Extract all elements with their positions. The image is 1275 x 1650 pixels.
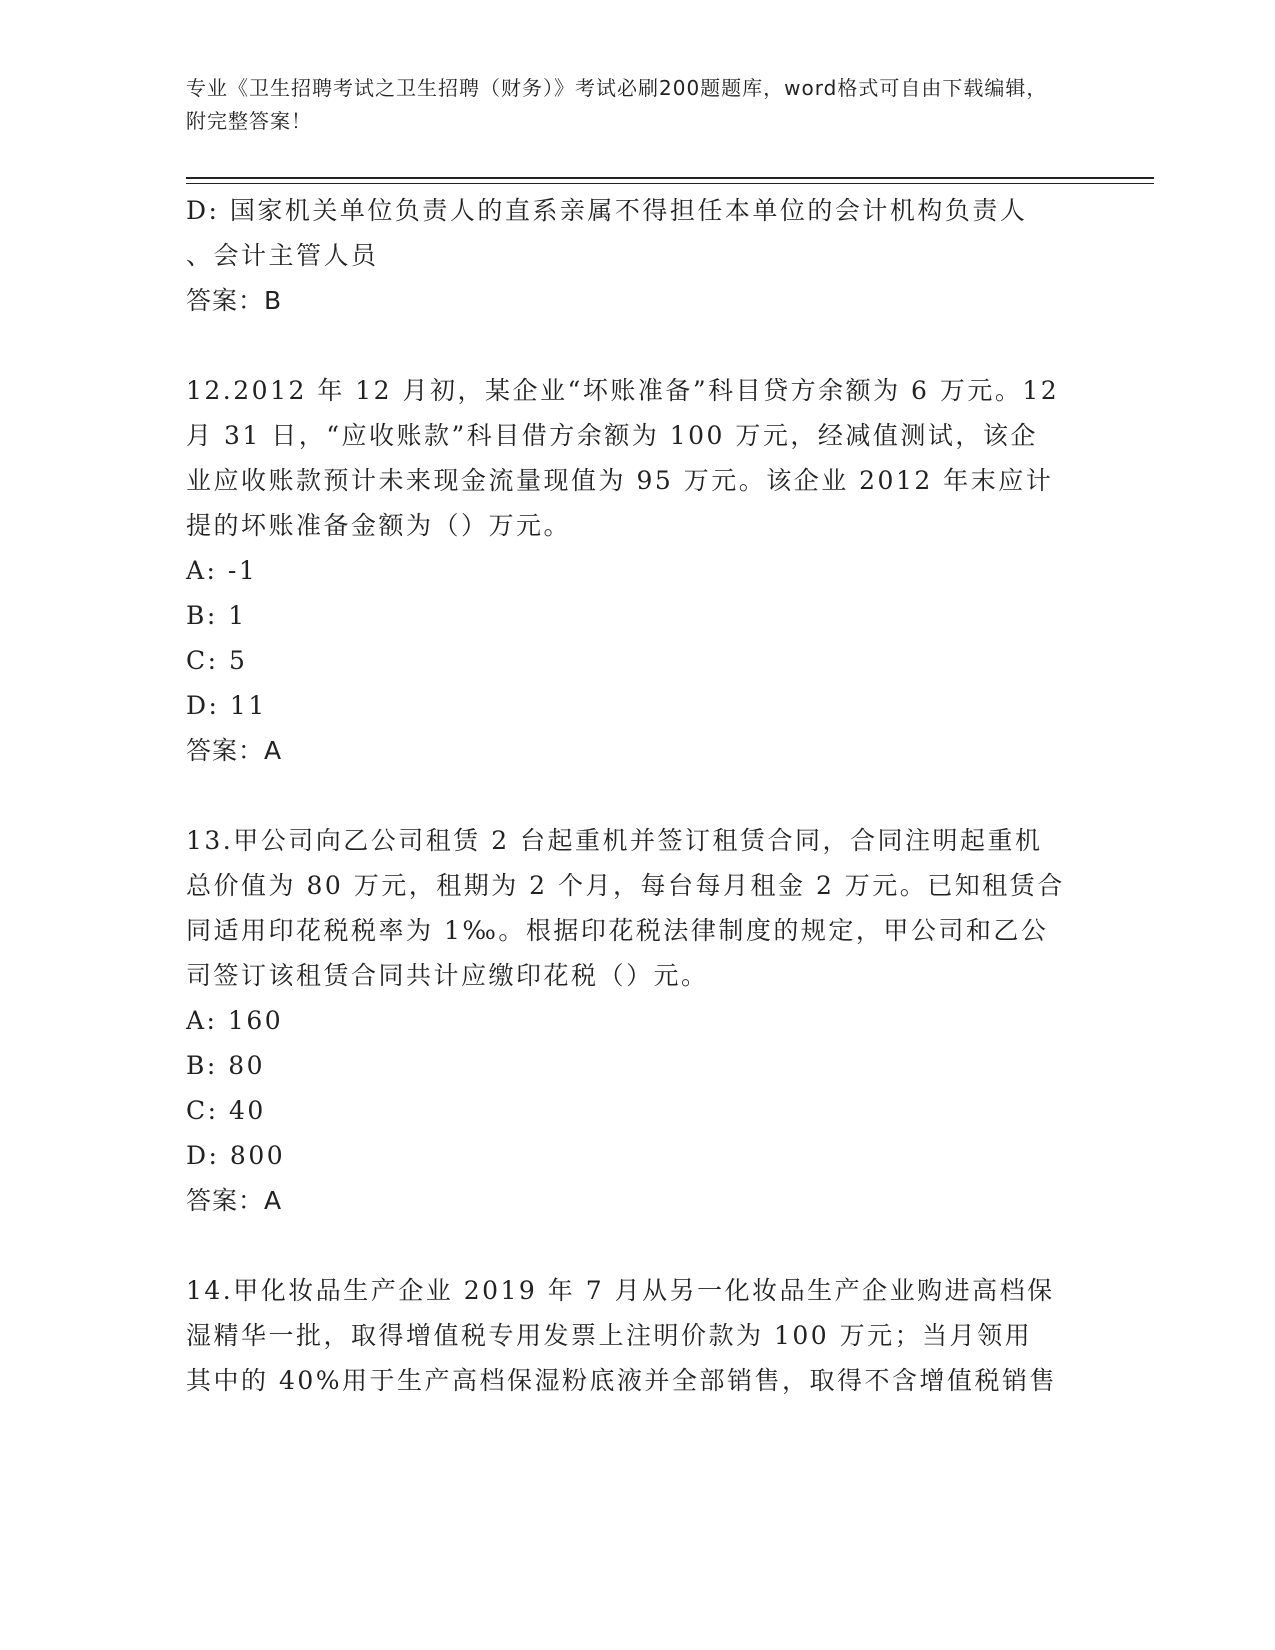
- question-stem-line: 业应收账款预计未来现金流量现值为 95 万元。该企业 2012 年末应计: [186, 466, 1054, 495]
- answer-line: 答案：B: [186, 286, 283, 315]
- question-stem-line: 提的坏账准备金额为（）万元。: [186, 511, 572, 540]
- option-a: A: -1: [186, 556, 258, 585]
- option-d-line: D: 国家机关单位负责人的直系亲属不得担任本单位的会计机构负责人: [186, 196, 1028, 225]
- question-stem-line: 12.2012 年 12 月初，某企业“坏账准备”科目贷方余额为 6 万元。12: [186, 376, 1060, 405]
- question-stem-line: 总价值为 80 万元，租期为 2 个月，每台每月租金 2 万元。已知租赁合: [186, 871, 1065, 900]
- option-c: C: 5: [186, 646, 248, 675]
- page-header: 专业《卫生招聘考试之卫生招聘（财务）》考试必刷200题题库，word格式可自由下载编辑，附完整答案！: [186, 76, 1048, 133]
- question-stem-line: 湿精华一批，取得增值税专用发票上注明价款为 100 万元；当月领用: [186, 1321, 1033, 1350]
- answer-line: 答案：A: [186, 736, 283, 765]
- option-d: D: 11: [186, 691, 267, 720]
- question-stem-line: 司签订该租赁合同共计应缴印花税（）元。: [186, 961, 709, 990]
- question-stem-line: 同适用印花税税率为 1‰。根据印花税法律制度的规定，甲公司和乙公: [186, 916, 1049, 945]
- option-d: D: 800: [186, 1141, 286, 1170]
- prev-question-tail: [186, 188, 1086, 323]
- question-12: [186, 368, 1086, 773]
- question-14: [186, 1268, 1086, 1403]
- spacer: [186, 773, 1086, 818]
- option-b: B: 80: [186, 1051, 266, 1080]
- document-body: [186, 188, 1086, 1403]
- question-stem-line: 13.甲公司向乙公司租赁 2 台起重机并签订租赁合同，合同注明起重机: [186, 826, 1043, 855]
- option-d-line: 、会计主管人员: [186, 241, 379, 270]
- question-stem-line: 其中的 40%用于生产高档保湿粉底液并全部销售，取得不含增值税销售: [186, 1366, 1058, 1395]
- option-b: B: 1: [186, 601, 247, 630]
- spacer: [186, 323, 1086, 368]
- answer-line: 答案：A: [186, 1186, 283, 1215]
- spacer: [186, 1223, 1086, 1268]
- question-13: [186, 818, 1086, 1223]
- option-c: C: 40: [186, 1096, 266, 1125]
- option-a: A: 160: [186, 1006, 284, 1035]
- question-stem-line: 月 31 日，“应收账款”科目借方余额为 100 万元，经减值测试，该企: [186, 421, 1038, 450]
- header-rule-thick: [186, 177, 1154, 179]
- header-rule-thin: [186, 183, 1154, 184]
- question-stem-line: 14.甲化妆品生产企业 2019 年 7 月从另一化妆品生产企业购进高档保: [186, 1276, 1055, 1305]
